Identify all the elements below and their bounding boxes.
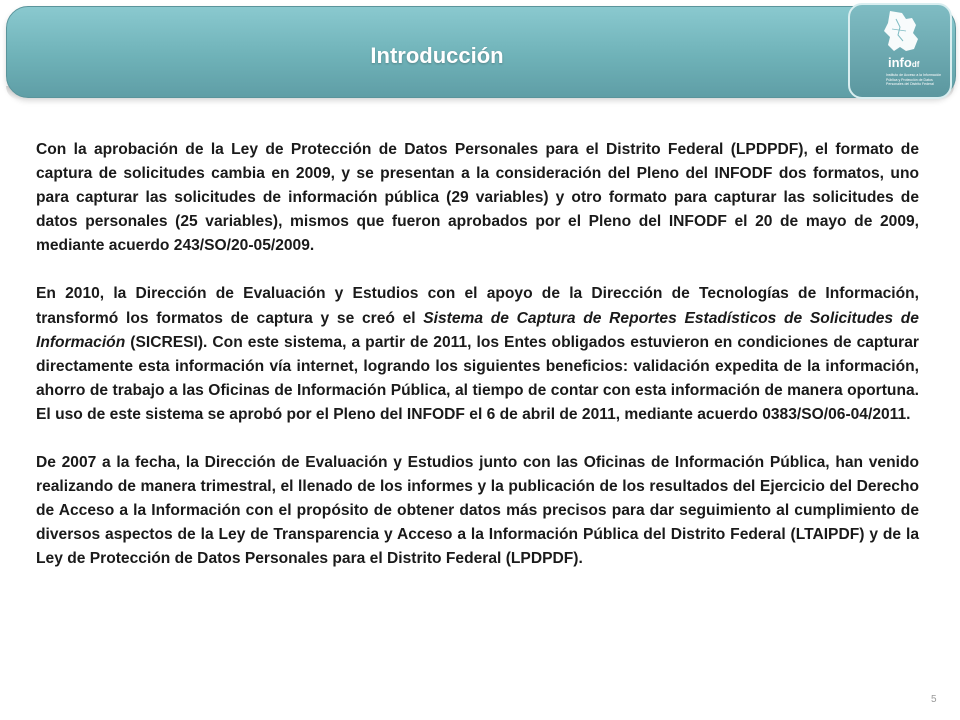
paragraph-sicresi bbox=[36, 282, 919, 427]
main-content bbox=[36, 138, 919, 596]
page-title: Introducción bbox=[370, 43, 504, 68]
system-name: Sistema de Captura de Reportes Estadísticos de Solicitudes de Información bbox=[36, 309, 919, 351]
paragraph-sicresi-part1: En 2010, la Dirección de Evaluación y Estudios con el apoyo de la Dirección de Tecnologías de Información, transformó los formatos de captura y se creó el bbox=[36, 285, 919, 327]
logo-wordmark: infodf bbox=[888, 55, 920, 70]
logo-institution-text: Instituto de Acceso a la Información Pública y Protección de Datos Personales del Distrito Federal bbox=[886, 73, 942, 86]
paragraph-sicresi-part2: (SICRESI). Con este sistema, a partir de 2011, los Entes obligados estuvieron en condiciones de capturar directamente esta información vía internet, logrando los siguientes beneficios: validación expedita de la información, ahorro de trabajo a las Oficinas de Información Pública, al tiempo de contar con esta información de manera oportuna. El uso de este sistema se aprobó por el Pleno del INFODF el 6 de abril de 2011, mediante acuerdo 0383/SO/06-04/2011. bbox=[36, 333, 919, 423]
page-number: 5 bbox=[931, 694, 937, 705]
paragraph-reports: De 2007 a la fecha, la Dirección de Evaluación y Estudios junto con las Oficinas de Información Pública, han venido realizando de manera trimestral, el llenado de los informes y la publicación de los resultados del Ejercicio del Derecho de Acceso a la Información con el propósito de obtener datos más precisos para dar seguimiento al cumplimiento de diversos aspectos de la Ley de Transparencia y Acceso a la Información Pública del Distrito Federal (LTAIPDF) y de la Ley de Protección de Datos Personales para el Distrito Federal (LPDPDF). bbox=[36, 454, 919, 568]
header-banner bbox=[6, 6, 956, 98]
paragraph-lpdpdf: Con la aprobación de la Ley de Protección de Datos Personales para el Distrito Federal (LPDPDF), el formato de captura de solicitudes cambia en 2009, y se presentan a la consideración del Pleno del INFODF dos formatos, uno para capturar las solicitudes de información pública (29 variables) y otro formato para capturar las solicitudes de datos personales (25 variables), mismos que fueron aprobados por el Pleno del INFODF el 20 de mayo de 2009, mediante acuerdo 243/SO/20-05/2009. bbox=[36, 141, 919, 255]
infodf-logo bbox=[848, 3, 952, 99]
